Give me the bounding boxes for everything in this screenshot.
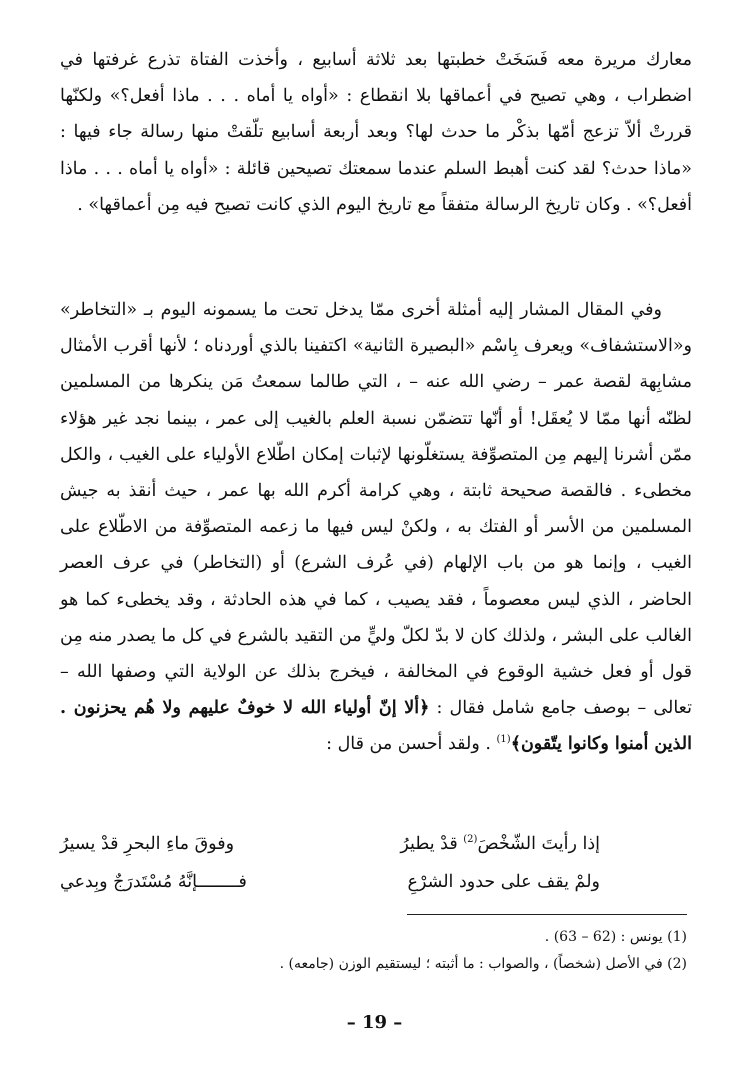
footnotes	[67, 924, 687, 978]
poem-line-1-second-hemistich: وفوقَ ماءِ البحرِ قدْ يسيرُ	[60, 834, 235, 854]
footnote-divider	[407, 914, 687, 915]
footnote-2: (2) في الأصل (شخصاً) ، والصواب : ما أثبته ؛ ليستقيم الوزن (جامعه) .	[279, 956, 687, 972]
poem-line-1-first-text: إذا رأيتَ الشّخْصَ	[477, 834, 600, 854]
footnote-ref-1: (1)	[496, 734, 511, 746]
paragraph-2-text: وفي المقال المشار إليه أمثلة أخرى ممّا يدخل تحت ما يسمونه اليوم بـ «التخاطر» و«الاستشفاف» ويعرف بِاسْم «البصيرة الثانية» اكتفينا بالذي أوردناه ؛ لأنها أقرب الأمثال مشابِهة لقصة عمر – رضي الله عنه – ، التي طالما سمعتُ مَن ينكرها من المسلمين لظنّه أنها ممّا لا يُعقَل! أو أنّها تتضمّن نسبة العلم بالغيب إلى عمر ، بينما نجد غير هؤلاء ممّن أشرنا إليهم مِن المتصوِّفة يستغلّونها لإثبات إمكان اطّلاع الأولياء على الغيب ، والكل مخطىء . فالقصة صحيحة ثابتة ، وهي كرامة أكرم الله بها عمر ، حيث أنقذ به جيش المسلمين من الأسر أو الفتك به ، ولكنْ ليس فيها ما زعمه المتصوِّفة من الاطّلاع على الغيب ، وإنما هو من باب الإلهام (في عُرف الشرع) أو (التخاطر) في عرف العصر الحاضر ، الذي ليس معصوماً ، فقد يصيب ، كما في هذه الحادثة ، وقد يخطىء كما هو الغالب على البشر ، ولذلك كان لا بدّ لكلّ وليٍّ من التقيد بالشرع في كل ما يصدر منه مِن قول أو فعل خشية الوقوع في المخالفة ، فيخرج بذلك عن الولاية التي وصفها الله – تعالى – بوصف جامع شامل فقال :	[60, 300, 692, 719]
poem-line-1-first-end: قدْ يطيرُ	[400, 834, 464, 854]
poem-line-1-first-hemistich	[400, 826, 692, 864]
paragraph-2-ending: . ولقد أحسن من قال :	[326, 734, 497, 755]
poem-line-1	[60, 826, 692, 864]
poem-line-2	[60, 864, 692, 902]
paragraph-1	[60, 42, 692, 223]
page-number: – 19 –	[346, 1012, 403, 1033]
paragraph-2	[60, 292, 692, 763]
footnote-ref-2: (2)	[463, 834, 478, 846]
paragraph-1-text: معارك مريرة معه فَسَخَتْ خطبتها بعد ثلاثة أسابيع ، وأخذت الفتاة تذرع غرفتها في اضطراب ، وهي تصيح في أعماقها بلا انقطاع : «أواه يا أماه . . . ماذا أفعل؟» ولكنّها قررتْ ألاّ تزعج أمّها بذكْر ما حدث لها؟ وبعد أربعة أسابيع تلّقتْ منها رسالة جاء فيها : «ماذا حدث؟ لقد كنت أهبط السلم عندما سمعتك تصيحين قائلة : «أواه يا أماه . . . ماذا أفعل؟» . وكان تاريخ الرسالة متفقاً مع تاريخ اليوم الذي كانت تصيح فيه مِن أعماقها» .	[60, 50, 692, 215]
poem	[60, 826, 692, 902]
quran-verse: ﴿ألا إنّ أولياء الله لا خوفٌ عليهم ولا هُم يحزنون . الذين أمنوا وكانوا يتّقون﴾	[60, 698, 692, 755]
footnote-1: (1) يونس : (62 – 63) .	[544, 929, 687, 945]
poem-line-2-second-hemistich: فــــــــإنَّهُ مُسْتَدرَجٌ وبِدعي	[60, 872, 247, 892]
poem-line-2-first-hemistich: ولمْ يقف على حدود الشرْعِ	[407, 872, 600, 892]
